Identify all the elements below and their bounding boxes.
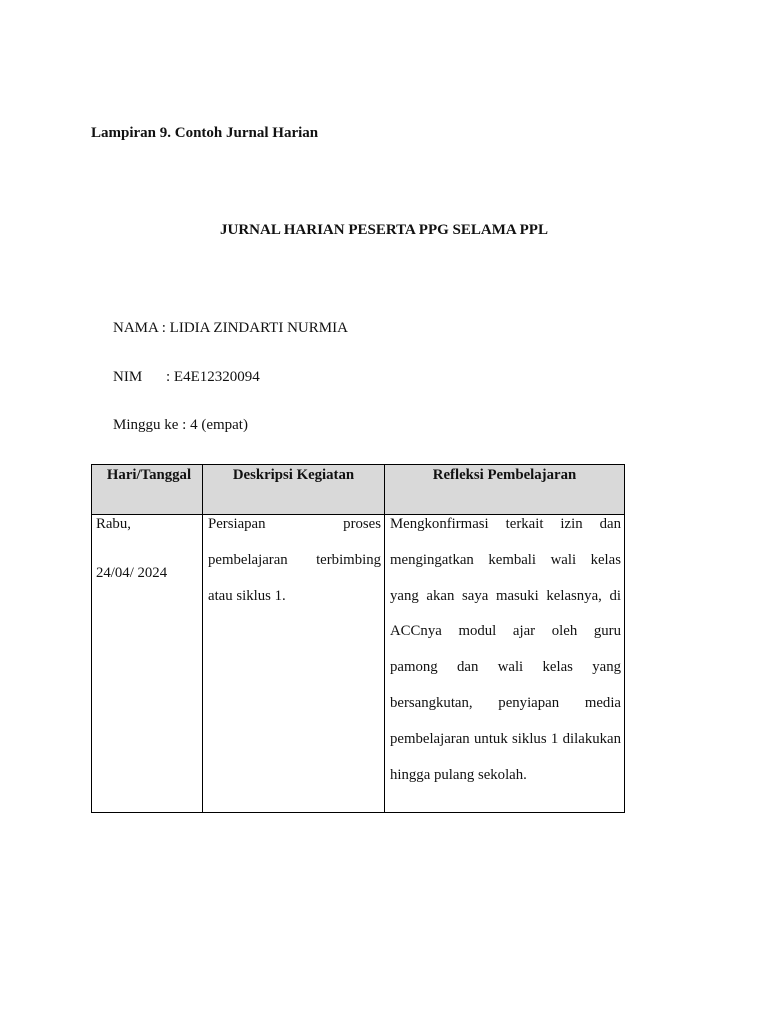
header-hari-tanggal: Hari/Tanggal: [92, 465, 203, 515]
nim-label: NIM: [113, 369, 143, 385]
cell-refleksi-pembelajaran: [385, 515, 625, 813]
deskripsi-line: atau siklus 1.: [208, 587, 286, 604]
refleksi-line: hingga pulang sekolah.: [390, 766, 527, 783]
hari-text: Rabu,: [96, 516, 131, 532]
refleksi-line: mengingatkan kembali wali kelas: [390, 551, 621, 568]
header-refleksi-pembelajaran: Refleksi Pembelajaran: [385, 465, 625, 515]
minggu-field: Minggu ke : 4 (empat): [113, 417, 248, 433]
document-label: Lampiran 9. Contoh Jurnal Harian: [91, 125, 319, 141]
refleksi-line: ACCnya modul ajar oleh guru: [390, 623, 621, 640]
refleksi-line: yang akan saya masuki kelasnya, di: [390, 587, 621, 604]
nim-field: [113, 368, 260, 386]
nim-value: : E4E12320094: [166, 369, 260, 385]
refleksi-line: bersangkutan, penyiapan media: [390, 694, 621, 711]
refleksi-line: pembelajaran untuk siklus 1 dilakukan: [390, 730, 621, 747]
refleksi-line: Mengkonfirmasi terkait izin dan: [390, 516, 621, 532]
document-title: JURNAL HARIAN PESERTA PPG SELAMA PPL: [220, 222, 548, 238]
nama-field: NAMA : LIDIA ZINDARTI NURMIA: [113, 320, 348, 336]
cell-hari-tanggal: [92, 515, 203, 813]
tanggal-text: 24/04/ 2024: [96, 565, 168, 581]
header-deskripsi-kegiatan: Deskripsi Kegiatan: [203, 465, 385, 515]
deskripsi-line: pembelajaran terbimbing: [208, 551, 381, 568]
journal-table: [91, 464, 625, 813]
cell-deskripsi-kegiatan: [203, 515, 385, 813]
refleksi-line: pamong dan wali kelas yang: [390, 659, 621, 676]
deskripsi-line: Persiapan proses: [208, 516, 381, 532]
